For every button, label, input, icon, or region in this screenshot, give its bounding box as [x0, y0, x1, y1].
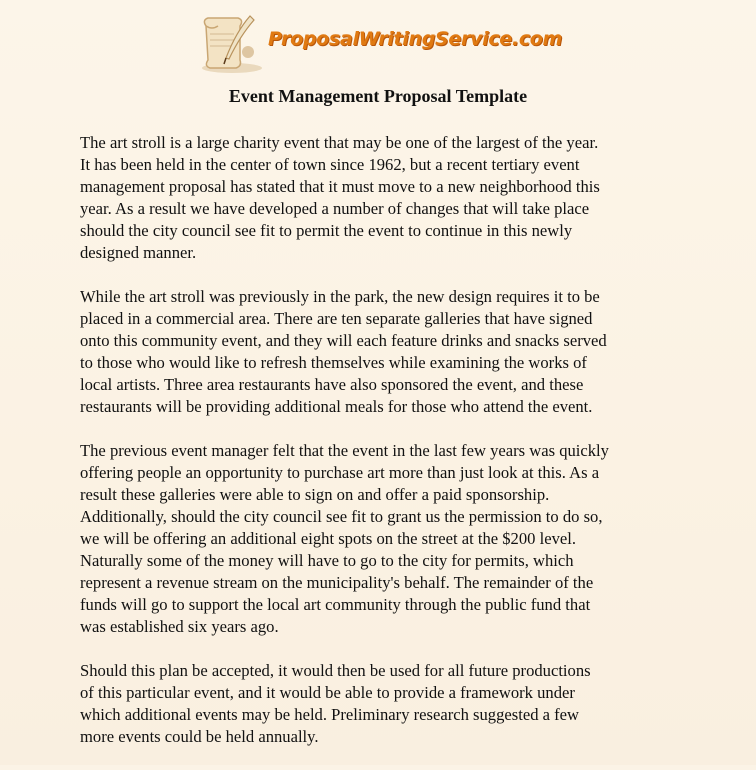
paragraph-line: local artists. Three area restaurants have also sponsored the event, and these [80, 375, 584, 394]
paragraph-line: Should this plan be accepted, it would then be used for all future productions [80, 661, 591, 680]
paragraph-line: The art stroll is a large charity event that may be one of the largest of the year. [80, 133, 599, 152]
header [0, 8, 756, 78]
paragraph-line: designed manner. [80, 243, 197, 262]
paragraph-line: placed in a commercial area. There are ten separate galleries that have signed [80, 309, 593, 328]
paragraph [80, 132, 680, 264]
paragraph-line: represent a revenue stream on the municipality's behalf. The remainder of the [80, 573, 594, 592]
scroll-quill-icon [192, 12, 266, 76]
paragraph-line: was established six years ago. [80, 617, 279, 636]
paragraph-line: It has been held in the center of town since 1962, but a recent tertiary event [80, 155, 580, 174]
paragraph-line: While the art stroll was previously in the park, the new design requires it to be [80, 287, 600, 306]
paragraph-line: should the city council see fit to permit the event to continue in this newly [80, 221, 573, 240]
paragraph-line: Additionally, should the city council see fit to grant us the permission to do so, [80, 507, 603, 526]
paragraph-line: onto this community event, and they will each feature drinks and snacks served [80, 331, 607, 350]
paragraph [80, 286, 680, 418]
paragraph-line: Naturally some of the money will have to go to the city for permits, which [80, 551, 574, 570]
paragraph [80, 660, 680, 748]
paragraph-line: of this particular event, and it would be able to provide a framework under [80, 683, 575, 702]
paragraph-line: which additional events may be held. Preliminary research suggested a few [80, 705, 580, 724]
paragraph-line: to those who would like to refresh themselves while examining the works of [80, 353, 587, 372]
paragraph-line: result these galleries were able to sign on and offer a paid sponsorship. [80, 485, 550, 504]
paragraph-line: The previous event manager felt that the event in the last few years was quickly [80, 441, 609, 460]
paragraph-line: we will be offering an additional eight spots on the street at the $200 level. [80, 529, 576, 548]
paragraph-line: management proposal has stated that it must move to a new neighborhood this [80, 177, 600, 196]
paragraph-line: more events could be held annually. [80, 727, 319, 746]
brand-logo-text[interactable]: ProposalWritingService.com [268, 28, 563, 50]
paragraph-line: offering people an opportunity to purchase art more than just look at this. As a [80, 463, 600, 482]
paragraph-line: funds will go to support the local art community through the public fund that [80, 595, 591, 614]
paragraph-line: year. As a result we have developed a number of changes that will take place [80, 199, 590, 218]
paragraph-line: restaurants will be providing additional meals for those who attend the event. [80, 397, 593, 416]
document-body [80, 132, 680, 770]
page-title: Event Management Proposal Template [228, 86, 528, 106]
paragraph [80, 440, 680, 638]
